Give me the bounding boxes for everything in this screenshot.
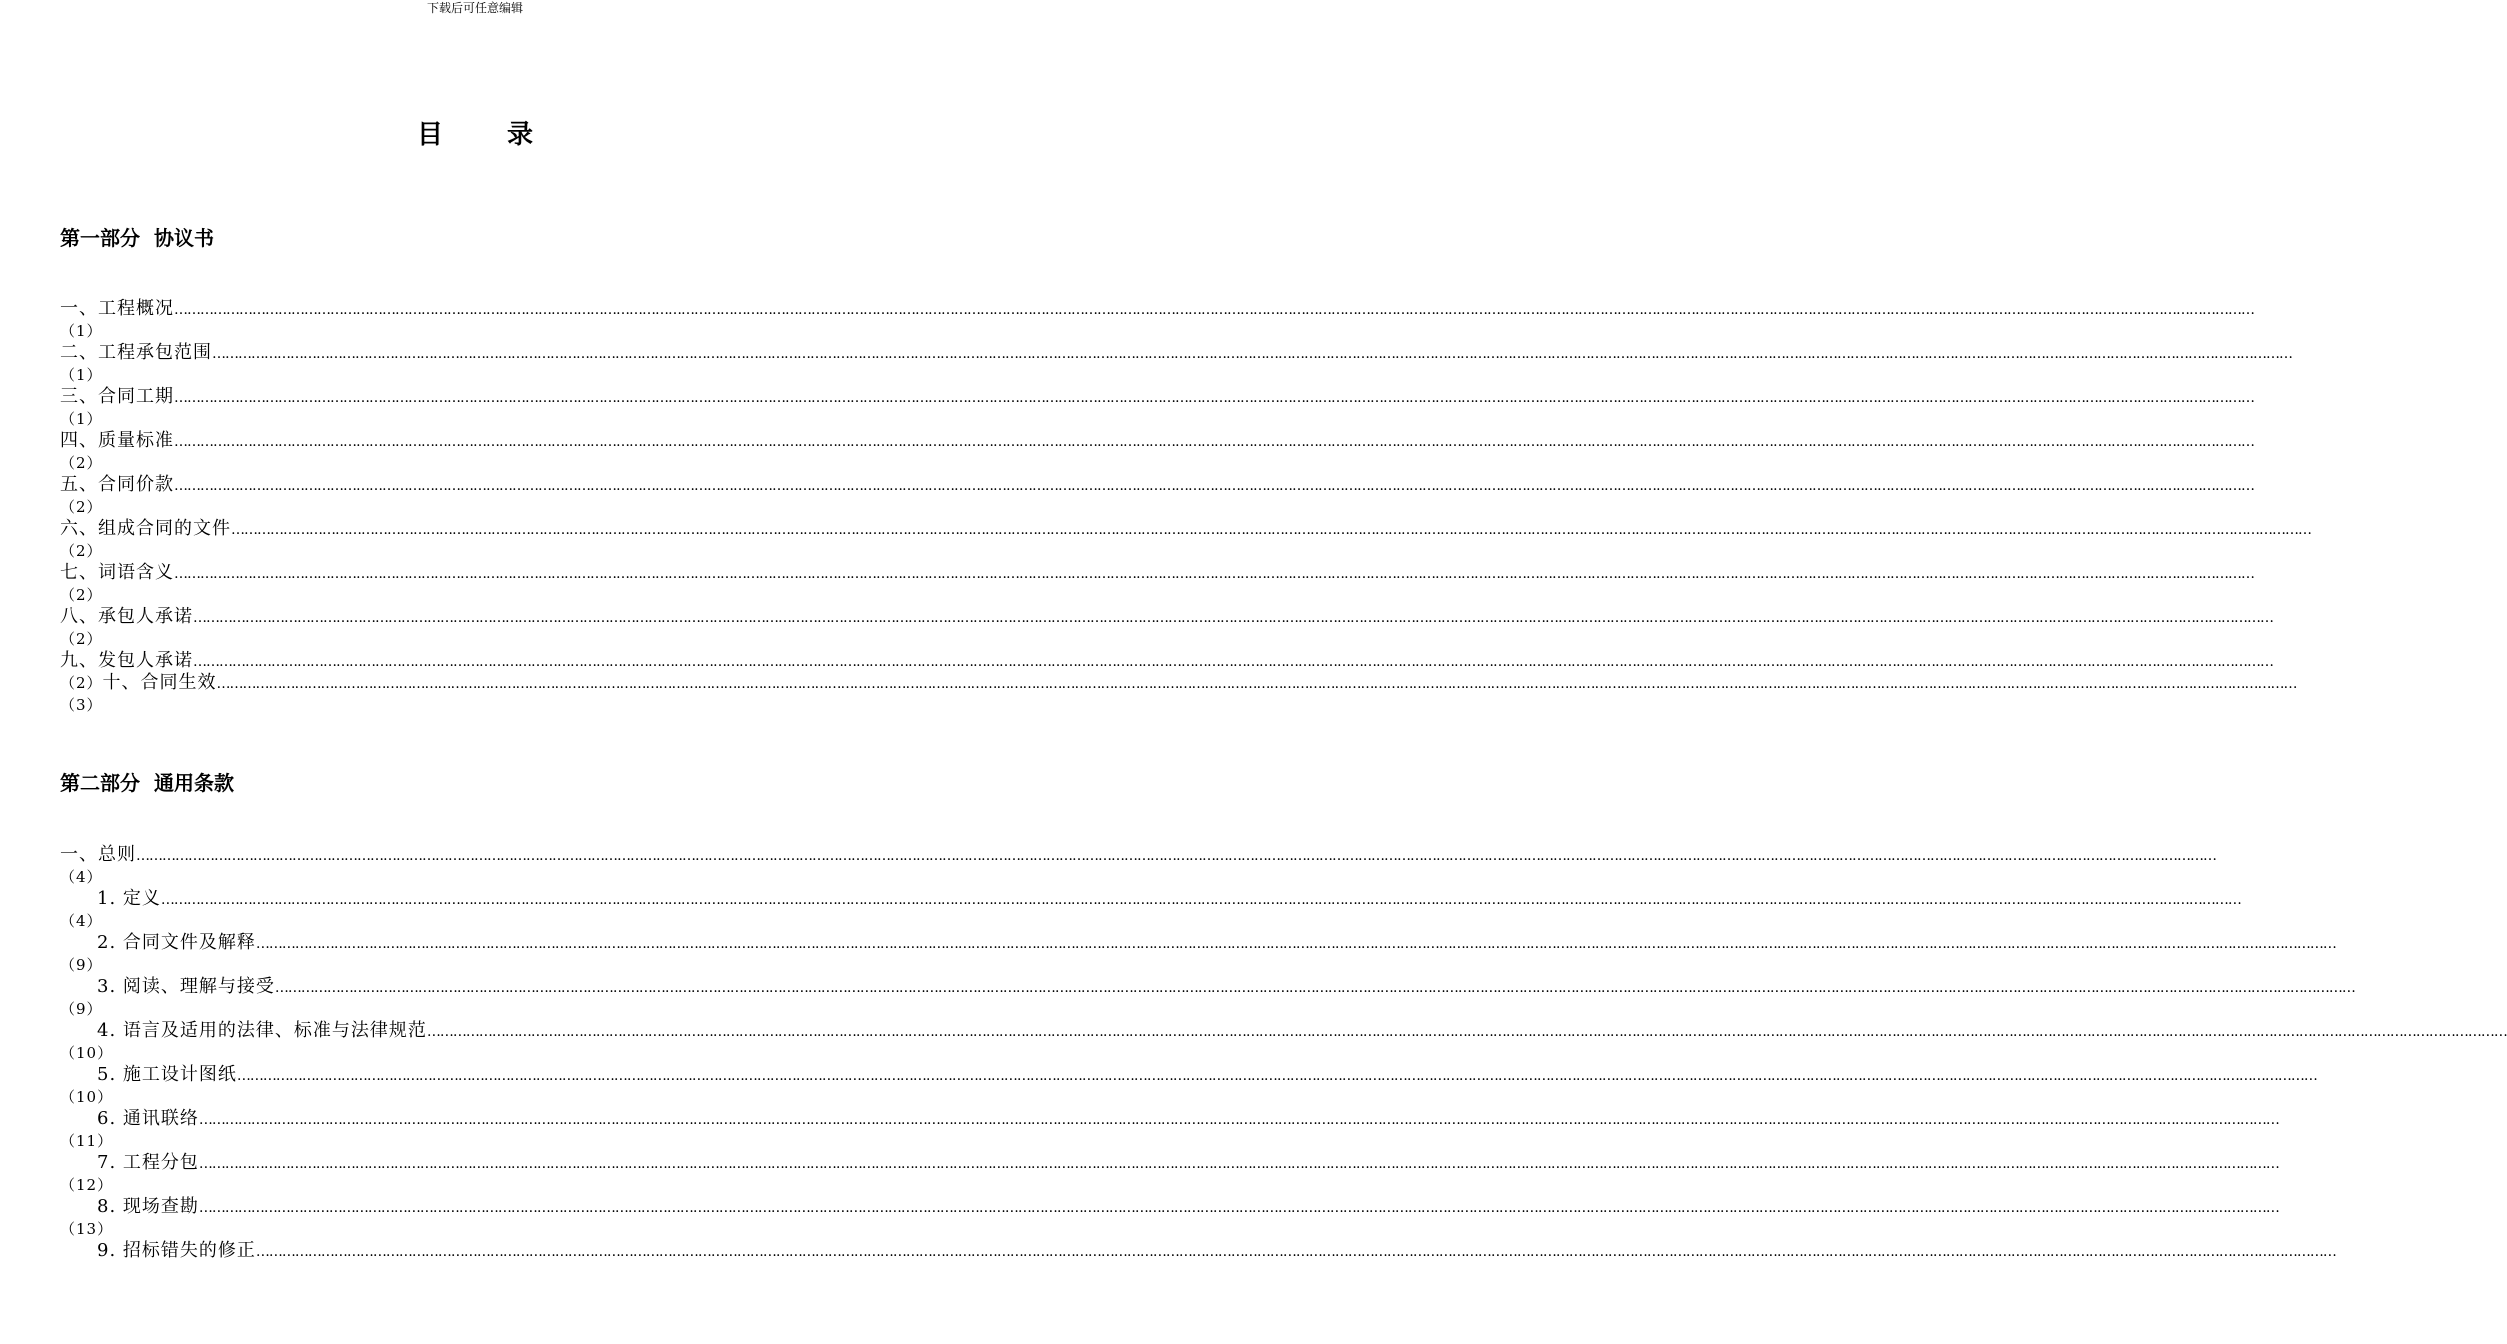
toc-entry-label: 8. 现场查勘 <box>97 1196 199 1217</box>
toc-entry-page: （4） <box>60 912 103 930</box>
toc-entry-label: 六、组成合同的文件 <box>60 518 231 539</box>
toc-entry[interactable] <box>60 672 2297 716</box>
toc-entry-page: （9） <box>60 956 103 974</box>
toc-entry-label: 一、总则 <box>60 844 136 865</box>
toc-dot-leader: ………………………………………………………………………………………………………………………………………………………………………………………………………………………………………………………………………………………………………………………………………………………………………………………………………………………………………… <box>274 980 2355 996</box>
toc-entry-label: 3. 阅读、理解与接受 <box>97 976 275 997</box>
toc-entry-label: 二、工程承包范围 <box>60 342 212 363</box>
toc-entry-label: 9. 招标错失的修正 <box>97 1240 256 1261</box>
toc-entry-label: 七、词语含义 <box>60 562 174 583</box>
toc-entry-label: 三、合同工期 <box>60 386 174 407</box>
toc-dot-leader: ………………………………………………………………………………………………………………………………………………………………………………………………………………………………………………………………………………………………………………………………………………………………………………………………………………………………………… <box>212 346 2292 362</box>
toc-entry-page: （1） <box>60 322 103 340</box>
title-char-2: 录 <box>507 120 534 150</box>
toc-entry-page: （1） <box>60 410 103 428</box>
toc-entry-label: 4. 语言及适用的法律、标准与法律规范 <box>97 1020 427 1041</box>
toc-dot-leader: ………………………………………………………………………………………………………………………………………………………………………………………………………………………………………………………………………………………………………………………………………………………………………………………………………………………………………… <box>426 1024 2507 1040</box>
toc-entry[interactable] <box>60 1020 2507 1064</box>
toc-entry-label: 一、工程概况 <box>60 298 174 319</box>
toc-entry-label: 八、承包人承诺 <box>60 606 193 627</box>
toc-entry-label: 四、质量标准 <box>60 430 174 451</box>
toc-dot-leader: ………………………………………………………………………………………………………………………………………………………………………………………………………………………………………………………………………………………………………………………………………………………………………………………………………………………………………… <box>174 434 2254 450</box>
toc-entry[interactable] <box>60 518 2311 562</box>
toc-entry-label: 九、发包人承诺 <box>60 650 193 671</box>
toc-entry-page: （2） <box>60 630 103 648</box>
toc-entry-page: （2） <box>60 454 103 472</box>
toc-entry-page: （9） <box>60 1000 103 1018</box>
toc-entry-label: 十、合同生效 <box>102 672 217 693</box>
toc-entry[interactable] <box>60 888 2241 932</box>
toc-entry-page: （2） <box>60 586 103 604</box>
toc-entry[interactable] <box>60 430 2254 474</box>
toc-dot-leader: ………………………………………………………………………………………………………………………………………………………………………………………………………………………………………………………………………………………………………………………………………………………………………………………………………………………………………… <box>198 1112 2279 1128</box>
toc-dot-leader: ………………………………………………………………………………………………………………………………………………………………………………………………………………………………………………………………………………………………………………………………………………………………………………………………………………………………………… <box>231 522 2311 538</box>
toc-entry[interactable] <box>60 1240 2336 1284</box>
toc-entry[interactable] <box>60 1196 2279 1240</box>
toc-entry-page: （2） <box>60 498 103 516</box>
toc-entry-page: （3） <box>60 696 103 714</box>
toc-dot-leader: ………………………………………………………………………………………………………………………………………………………………………………………………………………………………………………………………………………………………………………………………………………………………………………………………………………………………………… <box>198 1156 2279 1172</box>
part1-heading-name: 协议书 <box>154 226 214 250</box>
toc-dot-leader: ………………………………………………………………………………………………………………………………………………………………………………………………………………………………………………………………………………………………………………………………………………………………………………………………………………………………………… <box>193 654 2273 670</box>
toc-dot-leader: ………………………………………………………………………………………………………………………………………………………………………………………………………………………………………………………………………………………………………………………………………………………………………………………………………………………………………… <box>136 848 2216 864</box>
toc-entry[interactable] <box>60 298 2254 342</box>
toc-dot-leader: ………………………………………………………………………………………………………………………………………………………………………………………………………………………………………………………………………………………………………………………………………………………………………………………………………………………………………… <box>198 1200 2279 1216</box>
toc-entry-label: 7. 工程分包 <box>97 1152 199 1173</box>
toc-dot-leader: ………………………………………………………………………………………………………………………………………………………………………………………………………………………………………………………………………………………………………………………………………………………………………………………………………………………………………… <box>174 302 2254 318</box>
toc-entry-page: （1） <box>60 366 103 384</box>
section-heading-part2 <box>60 767 234 796</box>
toc-entry[interactable] <box>60 650 2273 672</box>
toc-dot-leader: ………………………………………………………………………………………………………………………………………………………………………………………………………………………………………………………………………………………………………………………………………………………………………………………………………………………………………… <box>255 936 2336 952</box>
toc-entry-page: （10） <box>60 1088 114 1106</box>
toc-entry[interactable] <box>60 1064 2317 1108</box>
toc-entry-page: （2） <box>60 674 103 692</box>
toc-entry-label: 1. 定义 <box>97 888 161 909</box>
toc-entry[interactable] <box>60 932 2336 976</box>
toc-entry-page: （12） <box>60 1176 114 1194</box>
toc-entry-label: 6. 通讯联络 <box>97 1108 199 1129</box>
toc-entry[interactable] <box>60 606 2273 650</box>
toc-entry[interactable] <box>60 844 2216 888</box>
page-title <box>0 114 950 151</box>
toc-entry[interactable] <box>60 386 2254 430</box>
toc-dot-leader: ………………………………………………………………………………………………………………………………………………………………………………………………………………………………………………………………………………………………………………………………………………………………………………………………………………………………………… <box>193 610 2273 626</box>
toc-part2 <box>60 844 2507 1284</box>
toc-entry[interactable] <box>60 474 2254 518</box>
toc-entry[interactable] <box>60 1108 2279 1152</box>
header-note: 下载后可任意编辑 <box>426 1 523 15</box>
toc-entry-page: （4） <box>60 868 103 886</box>
toc-entry[interactable] <box>60 976 2355 1020</box>
toc-dot-leader: ………………………………………………………………………………………………………………………………………………………………………………………………………………………………………………………………………………………………………………………………………………………………………………………………………………………………………… <box>216 676 2297 692</box>
toc-dot-leader: ………………………………………………………………………………………………………………………………………………………………………………………………………………………………………………………………………………………………………………………………………………………………………………………………………………………………………… <box>236 1068 2317 1084</box>
toc-entry-page: （2） <box>60 542 103 560</box>
toc-entry-page: （13） <box>60 1220 114 1238</box>
part1-heading-number: 第一部分 <box>60 226 140 250</box>
toc-dot-leader: ………………………………………………………………………………………………………………………………………………………………………………………………………………………………………………………………………………………………………………………………………………………………………………………………………………………………………… <box>174 478 2254 494</box>
toc-entry-page: （10） <box>60 1044 114 1062</box>
toc-entry-label: 五、合同价款 <box>60 474 174 495</box>
toc-entry[interactable] <box>60 342 2292 386</box>
toc-dot-leader: ………………………………………………………………………………………………………………………………………………………………………………………………………………………………………………………………………………………………………………………………………………………………………………………………………………………………………… <box>174 390 2254 406</box>
part2-heading-number: 第二部分 <box>60 771 140 795</box>
toc-entry-page <box>60 1262 896 1284</box>
toc-entry-page: （11） <box>60 1132 114 1150</box>
title-char-1: 目 <box>416 120 443 150</box>
section-heading-part1 <box>60 222 214 251</box>
toc-entry-label: 2. 合同文件及解释 <box>97 932 256 953</box>
toc-dot-leader: ………………………………………………………………………………………………………………………………………………………………………………………………………………………………………………………………………………………………………………………………………………………………………………………………………………………………………… <box>160 892 2241 908</box>
toc-entry[interactable] <box>60 1152 2279 1196</box>
toc-dot-leader: ………………………………………………………………………………………………………………………………………………………………………………………………………………………………………………………………………………………………………………………………………………………………………………………………………………………………………… <box>255 1244 2336 1260</box>
toc-entry-label: 5. 施工设计图纸 <box>97 1064 237 1085</box>
part2-heading-name: 通用条款 <box>154 771 234 795</box>
toc-entry[interactable] <box>60 562 2254 606</box>
toc-part1 <box>60 298 2311 716</box>
toc-dot-leader: ………………………………………………………………………………………………………………………………………………………………………………………………………………………………………………………………………………………………………………………………………………………………………………………………………………………………………… <box>174 566 2254 582</box>
